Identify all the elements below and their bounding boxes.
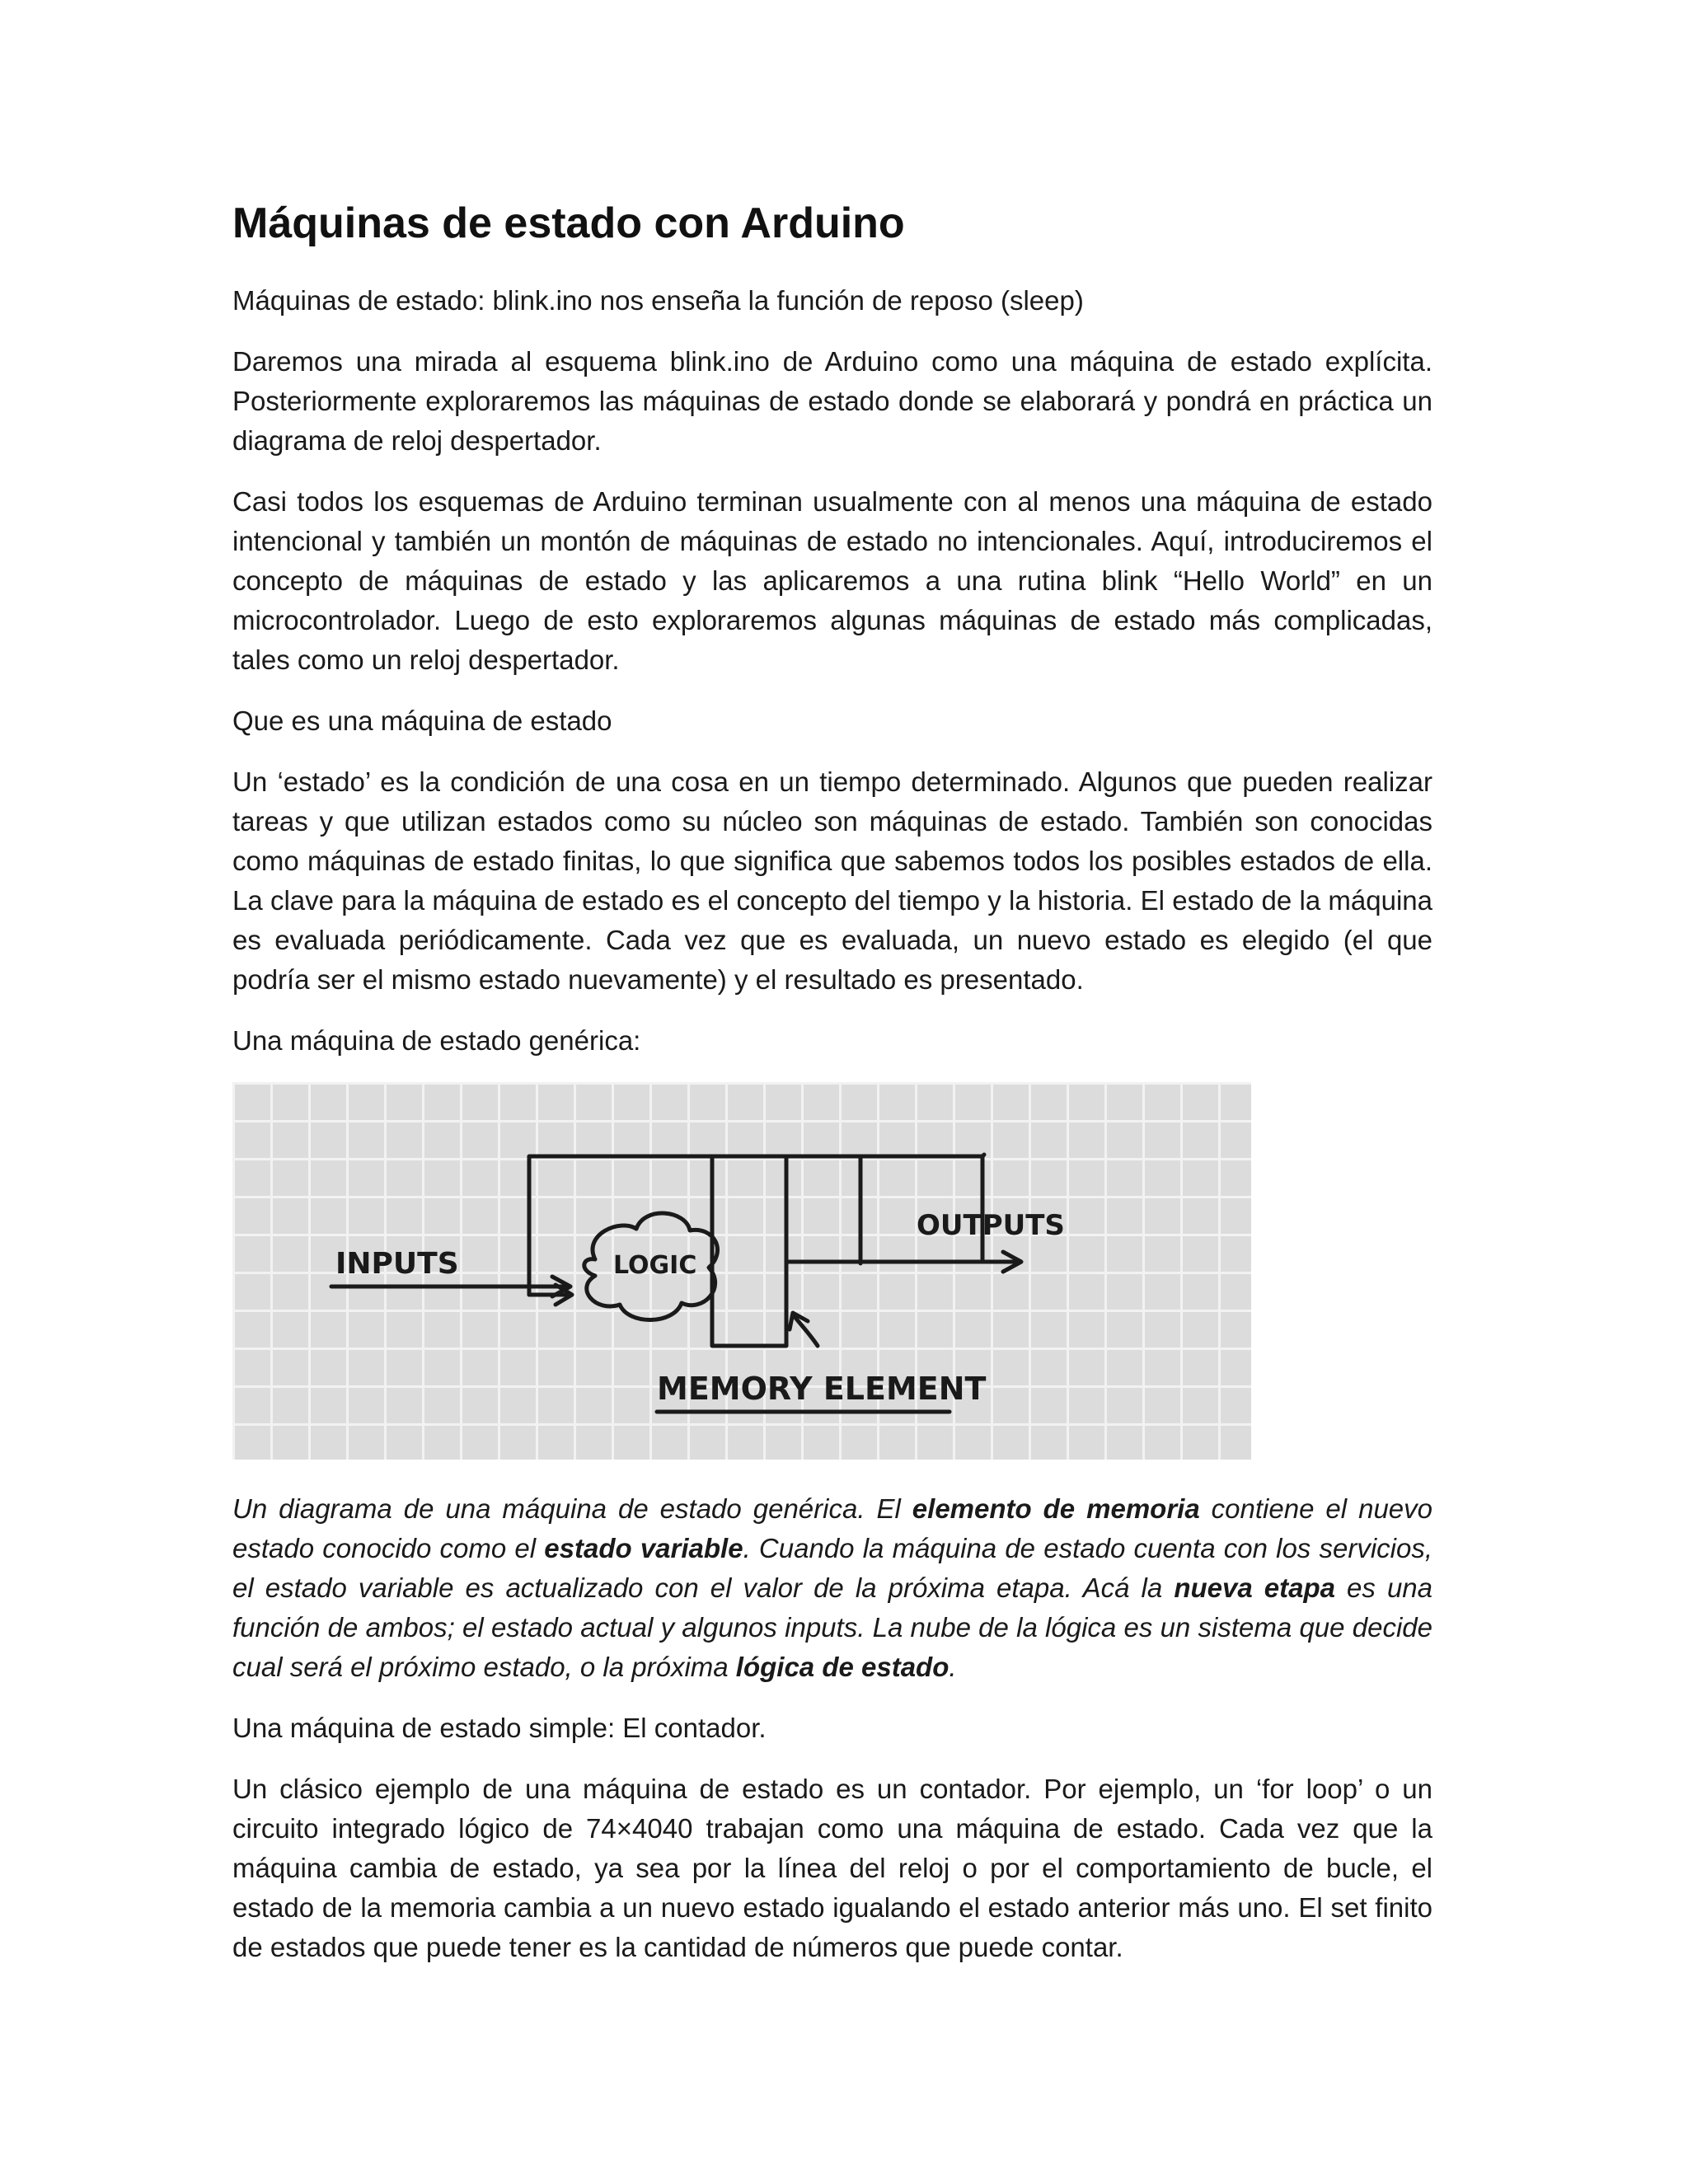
outputs-label: OUTPUTS — [917, 1209, 1065, 1242]
heading-simple-counter: Una máquina de estado simple: El contador. — [232, 1713, 767, 1743]
diagram-drawing — [232, 1082, 1251, 1460]
diagram-caption: Un diagrama de una máquina de estado genérica. El elemento de memoria contiene el nuevo estado conocido como el estado variable. Cuando la máquina de estado cuenta con los servicios, el estado variable es actualizado con el valor de la próxima etapa. Acá la nueva etapa es una función de ambos; el estado actual y algunos inputs. La nube de la lógica es un sistema que decide cual será el próximo estado, o la próxima lógica de estado. — [232, 1493, 1433, 1682]
memory-element-label: MEMORY ELEMENT — [657, 1371, 987, 1407]
memory-element-box — [712, 1156, 786, 1346]
heading-generic-state-machine: Una máquina de estado genérica: — [232, 1025, 641, 1056]
paragraph-state-definition: Un ‘estado’ es la condición de una cosa en un tiempo determinado. Algunos que pueden realizar tareas y que utilizan estados como su núcleo son máquinas de estado. También son conocidas como máquinas de estado finitas, lo que significa que sabemos todos los posibles estados de ella. La clave para la máquina de estado es el concepto del tiempo y la historia. El estado de la máquina es evaluada periódicamente. Cada vez que es evaluada, un nuevo estado es elegido (el que podría ser el mismo estado nuevamente) y el resultado es presentado. — [232, 766, 1432, 995]
subtitle: Máquinas de estado: blink.ino nos enseña la función de reposo (sleep) — [232, 285, 1084, 316]
document-page — [232, 194, 1432, 1989]
paragraph-arduino-sketches: Casi todos los esquemas de Arduino terminan usualmente con al menos una máquina de estado intencional y también un montón de máquinas de estado no intencionales. Aquí, introduciremos el concepto de máquinas de estado y las aplicaremos a una rutina blink “Hello World” en un microcontrolador. Luego de esto exploraremos algunas máquinas de estado más complicadas, tales como un reloj despertador. — [232, 486, 1432, 675]
page-title: Máquinas de estado con Arduino — [232, 199, 905, 247]
logic-label: LOGIC — [613, 1251, 697, 1280]
inputs-label: INPUTS — [335, 1247, 459, 1281]
intro-paragraph: Daremos una mirada al esquema blink.ino de Arduino como una máquina de estado explícita. Posteriormente exploraremos las máquinas de estado donde se elaborará y pondrá en práctica un diagrama de reloj despertador. — [232, 346, 1432, 456]
heading-what-is-state-machine: Que es una máquina de estado — [232, 705, 612, 736]
state-machine-diagram — [232, 1082, 1251, 1460]
paragraph-counter: Un clásico ejemplo de una máquina de estado es un contador. Por ejemplo, un ‘for loop’ o un circuito integrado lógico de 74×4040 trabajan como una máquina de estado. Cada vez que la máquina cambia de estado, ya sea por la línea del reloj o por el comportamiento de bucle, el estado de la memoria cambia a un nuevo estado igualando el estado anterior más uno. El set finito de estados que puede tener es la cantidad de números que puede contar. — [232, 1774, 1432, 1962]
